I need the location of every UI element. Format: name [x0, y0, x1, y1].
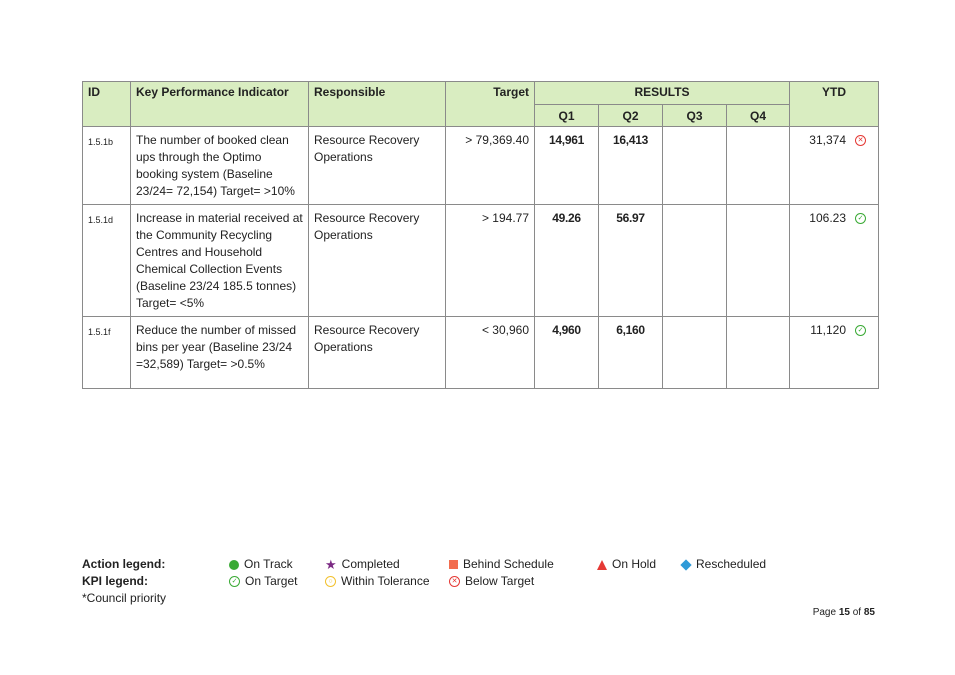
header-q2: Q2	[599, 105, 663, 127]
row-target: < 30,960	[446, 317, 535, 389]
legend-below-target	[449, 574, 534, 588]
header-ytd: YTD	[790, 82, 879, 127]
header-kpi: Key Performance Indicator	[131, 82, 309, 127]
header-results: RESULTS	[535, 82, 790, 105]
legend-on-track	[229, 557, 293, 571]
header-id: ID	[83, 82, 131, 127]
legend-behind-schedule	[449, 557, 554, 571]
page-of: of	[852, 607, 862, 618]
on-target-icon: ✓	[855, 213, 866, 224]
row-q4	[727, 205, 790, 317]
row-target: > 79,369.40	[446, 127, 535, 205]
row-q2: 16,413	[599, 127, 663, 205]
row-q1: 49.26	[535, 205, 599, 317]
table-row	[83, 317, 879, 389]
legend-rescheduled	[680, 557, 766, 571]
row-q2: 56.97	[599, 205, 663, 317]
header-q3: Q3	[663, 105, 727, 127]
diamond-icon	[680, 559, 691, 570]
row-responsible: Resource Recovery Operations	[309, 205, 446, 317]
row-q1: 14,961	[535, 127, 599, 205]
legend-label: On Track	[244, 557, 293, 571]
row-ytd: 11,120	[810, 323, 846, 337]
on-target-icon: ✓	[229, 576, 240, 587]
header-q1: Q1	[535, 105, 599, 127]
legend-label: On Target	[245, 574, 298, 588]
page-total: 85	[863, 607, 875, 618]
legend-label: Behind Schedule	[463, 557, 554, 571]
page-current: 15	[838, 607, 850, 618]
row-id: 1.5.1d	[83, 205, 131, 317]
row-kpi: Increase in material received at the Community Recycling Centres and Household Chemical Collection Events (Baseline 23/24 185.5 tonnes) Target= <5%	[131, 205, 309, 317]
kpi-table	[82, 81, 879, 389]
legend-label: Rescheduled	[696, 557, 767, 571]
row-q1: 4,960	[535, 317, 599, 389]
row-ytd-cell	[790, 205, 879, 317]
legend-label: Completed	[341, 557, 400, 571]
triangle-icon	[597, 560, 607, 570]
row-q4	[727, 317, 790, 389]
row-q3	[663, 317, 727, 389]
page-prefix: Page	[812, 607, 837, 618]
below-target-icon: ✕	[449, 576, 460, 587]
header-responsible: Responsible	[309, 82, 446, 127]
legend-within-tolerance	[325, 574, 430, 588]
row-responsible: Resource Recovery Operations	[309, 317, 446, 389]
kpi-legend-label: KPI legend:	[82, 574, 149, 588]
legend-label: On Hold	[612, 557, 657, 571]
row-target: > 194.77	[446, 205, 535, 317]
header-target: Target	[446, 82, 535, 127]
legend-completed	[325, 557, 400, 571]
row-ytd-cell	[790, 317, 879, 389]
within-tolerance-icon: ○	[325, 576, 336, 587]
row-id: 1.5.1b	[83, 127, 131, 205]
legend-on-hold	[597, 557, 656, 571]
row-q4	[727, 127, 790, 205]
row-ytd: 106.23	[809, 211, 846, 225]
legend-label: Within Tolerance	[341, 574, 430, 588]
row-ytd: 31,374	[809, 133, 846, 147]
page-number	[813, 607, 875, 618]
legend-label: Below Target	[465, 574, 535, 588]
below-target-icon: ✕	[855, 135, 866, 146]
star-icon: ★	[325, 556, 337, 572]
square-icon	[449, 560, 458, 569]
table-row	[83, 127, 879, 205]
row-kpi: The number of booked clean ups through the Optimo booking system (Baseline 23/24= 72,154) Target= >10%	[131, 127, 309, 205]
row-ytd-cell	[790, 127, 879, 205]
row-q3	[663, 205, 727, 317]
on-target-icon: ✓	[855, 325, 866, 336]
row-kpi: Reduce the number of missed bins per year (Baseline 23/24 =32,589) Target= >0.5%	[131, 317, 309, 389]
council-priority-note: *Council priority	[82, 591, 167, 605]
row-id: 1.5.1f	[83, 317, 131, 389]
legend-on-target	[229, 574, 297, 588]
header-q4: Q4	[727, 105, 790, 127]
row-q2: 6,160	[599, 317, 663, 389]
row-responsible: Resource Recovery Operations	[309, 127, 446, 205]
action-legend-label: Action legend:	[82, 557, 166, 571]
row-q3	[663, 127, 727, 205]
table-row	[83, 205, 879, 317]
on-track-icon	[229, 560, 239, 570]
